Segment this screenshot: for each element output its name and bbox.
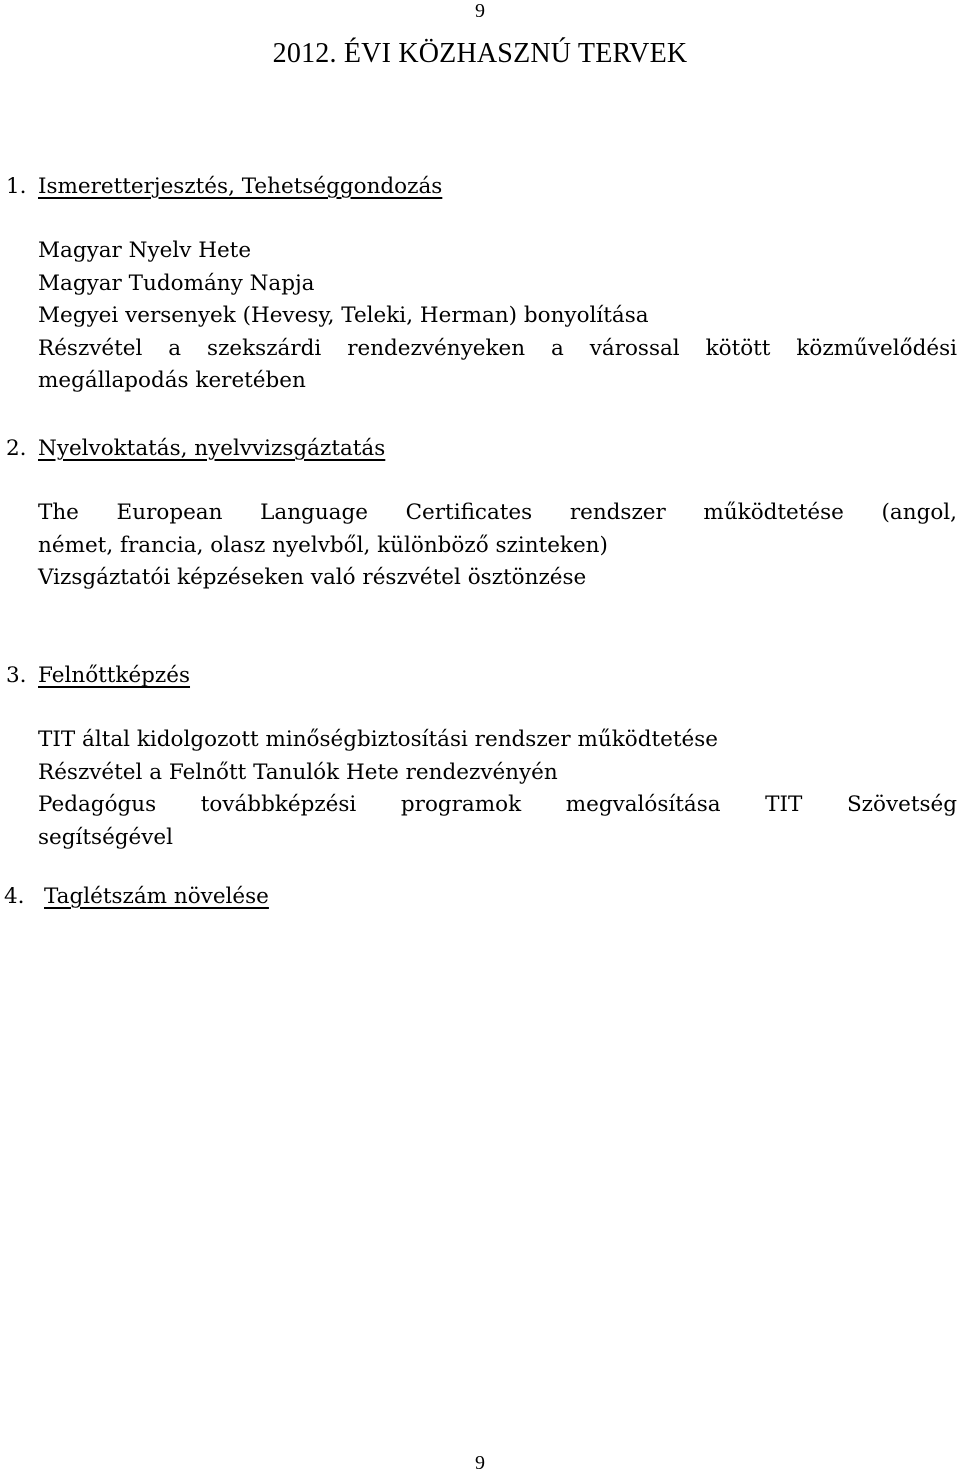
section-3-line: Részvétel a Felnőtt Tanulók Hete rendezvényén bbox=[38, 759, 558, 785]
section-3-number: 3. bbox=[6, 663, 27, 688]
section-4 bbox=[0, 880, 960, 913]
section-1-line: Magyar Tudomány Napja bbox=[38, 270, 315, 296]
section-3-line: TIT által kidolgozott minőségbiztosítási rendszer működtetése bbox=[38, 727, 718, 752]
section-4-heading bbox=[0, 880, 960, 913]
section-2-heading bbox=[0, 432, 960, 465]
section-2-body bbox=[38, 497, 957, 595]
section-3-title: Felnőttképzés bbox=[38, 663, 191, 688]
section-1-line: megállapodás keretében bbox=[38, 368, 306, 394]
section-3-heading bbox=[0, 659, 960, 692]
section-1-line: Magyar Nyelv Hete bbox=[38, 238, 252, 263]
section-1-body bbox=[38, 235, 957, 398]
section-2-title: Nyelvoktatás, nyelvvizsgáztatás bbox=[38, 436, 386, 461]
section-2-line: német, francia, olasz nyelvből, különböző szinteken) bbox=[38, 532, 608, 558]
section-1-line: Megyei versenyek (Hevesy, Teleki, Herman) bonyolítása bbox=[38, 303, 649, 329]
page-title: 2012. ÉVI KÖZHASZNÚ TERVEK bbox=[272, 38, 688, 69]
section-3-body bbox=[38, 724, 957, 854]
section-1-number: 1. bbox=[6, 174, 27, 199]
section-1-line: Részvétel a szekszárdi rendezvényeken a várossal kötött közművelődési bbox=[38, 335, 957, 361]
section-1 bbox=[0, 170, 960, 398]
section-3-line: segítségével bbox=[38, 824, 174, 850]
section-3-line: Pedagógus továbbképzési programok megvalósítása TIT Szövetség bbox=[38, 792, 957, 818]
section-2 bbox=[0, 432, 960, 595]
section-2-number: 2. bbox=[6, 436, 27, 461]
section-2-line: Vizsgáztatói képzéseken való részvétel ösztönzése bbox=[38, 565, 587, 591]
section-2-line: The European Language Certificates rendszer működtetése (angol, bbox=[38, 500, 957, 525]
section-1-heading bbox=[0, 170, 960, 203]
section-4-number: 4. bbox=[4, 884, 25, 909]
page-number-bottom: 9 bbox=[475, 1452, 485, 1474]
section-1-title: Ismeretterjesztés, Tehetséggondozás bbox=[38, 174, 443, 199]
section-4-title: Taglétszám növelése bbox=[44, 884, 269, 909]
page-number-top: 9 bbox=[475, 0, 485, 22]
section-3 bbox=[0, 659, 960, 854]
